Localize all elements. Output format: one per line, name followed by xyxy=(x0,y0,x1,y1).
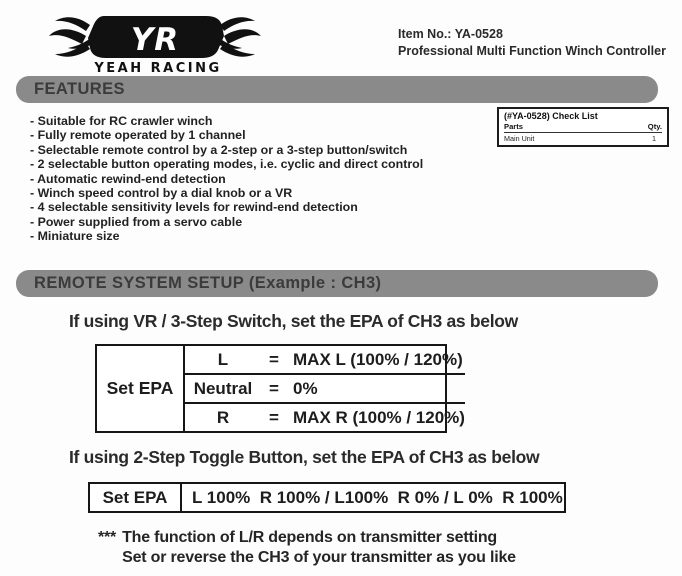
checklist-header-row xyxy=(504,122,662,133)
svg-text:YR: YR xyxy=(130,22,180,58)
equals-sign: = xyxy=(269,407,279,427)
footnote-line1: The function of L/R depends on transmitter setting xyxy=(122,529,497,546)
feature-item: - Selectable remote control by a 2-step or a 3-step button/switch xyxy=(30,142,408,157)
checklist-row xyxy=(504,133,662,143)
footnote-stars: *** xyxy=(98,529,117,546)
toggle-button-heading: If using 2-Step Toggle Button, set the EPA of CH3 as below xyxy=(69,447,540,467)
checklist-part: Main Unit xyxy=(504,134,535,143)
feature-item: - 4 selectable sensitivity levels for rewind-end detection xyxy=(30,200,358,215)
product-name: Professional Multi Function Winch Controller xyxy=(398,44,666,58)
footnote-line2: Set or reverse the CH3 of your transmitter as you like xyxy=(122,549,516,566)
feature-item: - Miniature size xyxy=(30,229,120,244)
checklist-col-qty: Qty. xyxy=(647,122,662,131)
remote-setup-section-bar xyxy=(16,270,658,297)
checklist-qty: 1 xyxy=(652,134,656,143)
feature-item: - Power supplied from a servo cable xyxy=(30,214,243,229)
epa-table-vr-rows xyxy=(185,346,465,431)
features-list xyxy=(30,114,423,244)
epa-table-toggle-value: L 100% R 100% / L100% R 0% / L 0% R 100% xyxy=(192,487,563,507)
epa-table-vr-label: Set EPA xyxy=(97,346,185,431)
feature-item: - Automatic rewind-end detection xyxy=(30,171,226,186)
feature-item: - Winch speed control by a dial knob or a VR xyxy=(30,186,293,201)
vr-switch-heading: If using VR / 3-Step Switch, set the EPA of CH3 as below xyxy=(69,311,518,331)
item-info xyxy=(398,26,666,60)
remote-setup-title: REMOTE SYSTEM SETUP (Example : CH3) xyxy=(34,274,382,292)
equals-sign: = xyxy=(269,349,279,369)
table-row xyxy=(185,346,465,373)
epa-row-value: 0% xyxy=(293,378,318,398)
item-number: Item No.: YA-0528 xyxy=(398,27,503,41)
epa-row-name: R xyxy=(216,407,230,427)
epa-row-name: L xyxy=(217,349,229,369)
features-section-bar xyxy=(16,76,658,103)
epa-row-value: MAX L (100% / 120%) xyxy=(293,349,463,369)
epa-row-name: Neutral xyxy=(193,378,253,398)
epa-row-value: MAX R (100% / 120%) xyxy=(293,407,465,427)
yeah-racing-logo-icon xyxy=(48,10,262,74)
feature-item: - 2 selectable button operating modes, i.e. cyclic and direct control xyxy=(30,157,424,172)
table-row xyxy=(185,402,465,431)
checklist-col-parts: Parts xyxy=(504,122,523,131)
checklist-title: (#YA-0528) Check List xyxy=(504,111,598,121)
footnote-text xyxy=(122,528,516,568)
epa-table-vr xyxy=(95,344,465,433)
checklist-box xyxy=(497,107,669,147)
feature-item: - Suitable for RC crawler winch xyxy=(30,114,213,128)
equals-sign: = xyxy=(269,378,279,398)
yeah-racing-logo xyxy=(48,10,262,74)
features-title: FEATURES xyxy=(34,80,125,98)
logo-brand-text: YEAH RACING xyxy=(94,61,222,74)
feature-item: - Fully remote operated by 1 channel xyxy=(30,128,246,143)
footnote xyxy=(98,528,516,568)
epa-table-toggle-label: Set EPA xyxy=(90,484,182,511)
table-row xyxy=(185,373,465,402)
epa-table-toggle xyxy=(88,482,566,513)
